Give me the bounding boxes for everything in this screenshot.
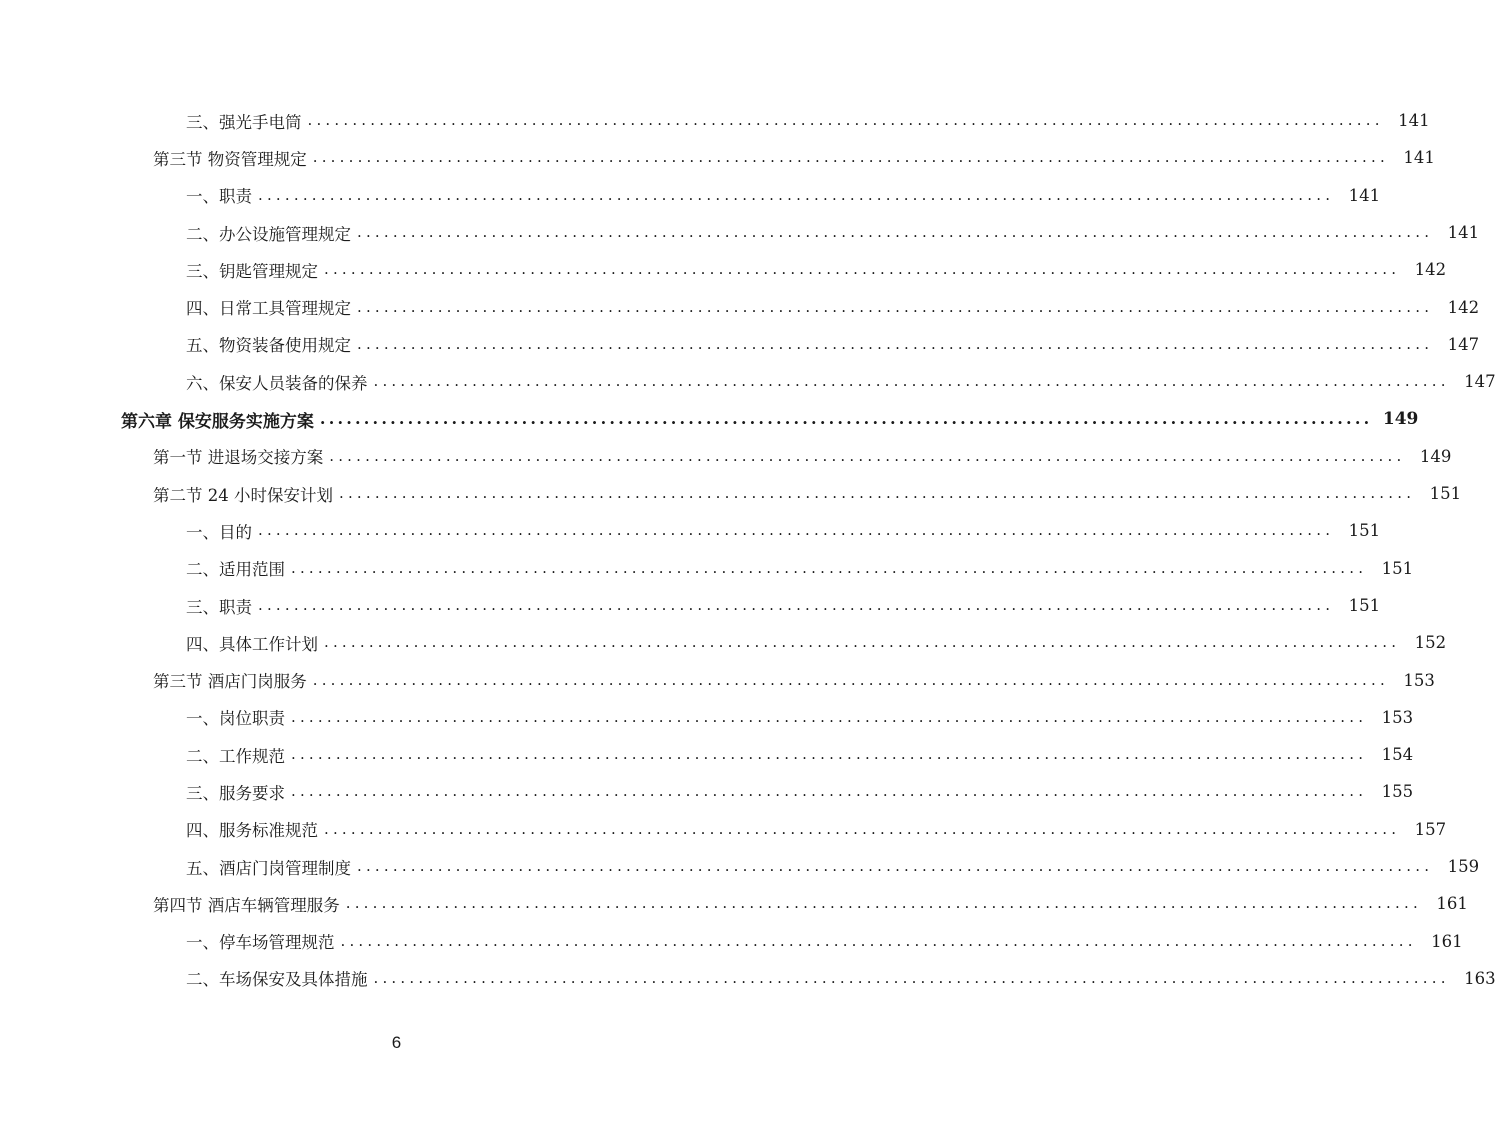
toc-entry-title: 四、服务标准规范 <box>186 821 318 841</box>
toc-entry-page: 159 <box>1447 857 1480 877</box>
toc-entry[interactable] <box>0 400 1419 437</box>
toc-entry-title: 一、职责 <box>186 187 252 207</box>
toc-entry-title: 五、物资装备使用规定 <box>186 336 351 356</box>
toc-dot-leader: ........................................................................................................................ <box>291 782 1368 801</box>
table-of-contents <box>0 102 1496 997</box>
toc-entry[interactable] <box>0 923 1463 960</box>
toc-entry-page: 141 <box>1403 148 1435 168</box>
toc-entry-page: 153 <box>1403 670 1435 690</box>
toc-dot-leader: ........................................................................................................................ <box>373 968 1450 987</box>
toc-entry[interactable] <box>0 438 1452 475</box>
toc-entry-title: 二、适用范围 <box>186 560 285 580</box>
toc-dot-leader: ........................................................................................................................ <box>258 185 1335 204</box>
toc-dot-leader: ........................................................................................................................ <box>291 745 1368 764</box>
toc-entry-page: 151 <box>1348 596 1381 615</box>
toc-entry-title: 一、停车场管理规范 <box>186 933 335 953</box>
toc-entry[interactable] <box>0 960 1496 997</box>
toc-entry-page: 163 <box>1464 968 1496 988</box>
toc-entry[interactable] <box>0 251 1447 288</box>
toc-entry-page: 157 <box>1414 819 1447 839</box>
toc-entry-title: 二、工作规范 <box>186 746 285 766</box>
toc-entry-title: 一、目的 <box>186 522 252 542</box>
toc-entry-page: 147 <box>1447 334 1480 354</box>
toc-entry-page: 151 <box>1381 558 1414 578</box>
toc-dot-leader: ........................................................................................................................ <box>329 446 1406 465</box>
toc-dot-leader: ........................................................................................................................ <box>357 857 1434 876</box>
toc-entry-page: 142 <box>1447 297 1480 317</box>
toc-dot-leader: ........................................................................................................................ <box>340 931 1417 950</box>
toc-entry-page: 152 <box>1414 633 1447 653</box>
toc-entry-title: 三、钥匙管理规定 <box>186 261 318 281</box>
toc-dot-leader: ........................................................................................................................ <box>357 297 1434 316</box>
toc-entry-title: 三、强光手电筒 <box>186 112 302 132</box>
toc-entry[interactable] <box>0 177 1381 214</box>
toc-entry-title: 四、具体工作计划 <box>186 634 318 654</box>
toc-entry-title: 第二节 24 小时保安计划 <box>153 485 333 505</box>
toc-entry[interactable] <box>0 102 1430 139</box>
toc-dot-leader: ........................................................................................................................ <box>324 260 1401 279</box>
toc-entry-title: 第四节 酒店车辆管理服务 <box>153 895 340 915</box>
toc-dot-leader: ........................................................................................................................ <box>258 596 1335 614</box>
toc-entry[interactable] <box>0 811 1447 848</box>
toc-dot-leader: ........................................................................................................................ <box>291 558 1368 577</box>
toc-entry-title: 三、服务要求 <box>186 783 285 803</box>
toc-entry[interactable] <box>0 475 1462 512</box>
toc-entry-title: 四、日常工具管理规定 <box>186 299 351 319</box>
toc-entry-page: 149 <box>1382 409 1419 430</box>
toc-entry[interactable] <box>0 773 1414 810</box>
page-number: 6 <box>391 1033 402 1052</box>
toc-dot-leader: ........................................................................................................................ <box>373 372 1450 391</box>
toc-dot-leader: ........................................................................................................................ <box>324 819 1401 838</box>
toc-entry-page: 151 <box>1429 484 1462 504</box>
toc-entry-page: 141 <box>1447 223 1480 243</box>
toc-entry-page: 149 <box>1419 446 1452 466</box>
toc-entry-title: 一、岗位职责 <box>186 709 285 729</box>
toc-entry-title: 五、酒店门岗管理制度 <box>186 858 351 878</box>
toc-entry-page: 154 <box>1381 745 1414 765</box>
toc-entry[interactable] <box>0 139 1435 176</box>
toc-entry[interactable] <box>0 699 1414 736</box>
toc-entry-page: 151 <box>1348 521 1381 541</box>
toc-entry-page: 155 <box>1381 782 1414 802</box>
toc-entry[interactable] <box>0 326 1480 363</box>
toc-dot-leader: ........................................................................................................................ <box>357 334 1434 353</box>
toc-dot-leader: ........................................................................................................................ <box>324 633 1401 652</box>
toc-entry[interactable] <box>0 587 1381 624</box>
toc-dot-leader: ........................................................................................................................ <box>291 707 1368 726</box>
toc-entry[interactable] <box>0 848 1480 885</box>
toc-entry-title: 二、办公设施管理规定 <box>186 224 351 244</box>
toc-entry-page: 141 <box>1348 185 1381 205</box>
toc-dot-leader: ........................................................................................................................ <box>312 670 1389 689</box>
toc-entry[interactable] <box>0 624 1447 661</box>
toc-entry-title: 第三节 物资管理规定 <box>153 149 307 169</box>
toc-entry[interactable] <box>0 512 1381 549</box>
toc-dot-leader: ........................................................................................................................ <box>345 894 1422 913</box>
toc-dot-leader: ........................................................................................................................ <box>319 409 1373 429</box>
toc-entry[interactable] <box>0 661 1435 698</box>
toc-dot-leader: ........................................................................................................................ <box>307 111 1384 130</box>
toc-entry[interactable] <box>0 288 1480 325</box>
toc-entry[interactable] <box>0 885 1468 922</box>
toc-dot-leader: ........................................................................................................................ <box>357 223 1434 242</box>
toc-entry-page: 161 <box>1431 931 1463 951</box>
toc-entry-page: 161 <box>1436 894 1468 914</box>
toc-entry-title: 二、车场保安及具体措施 <box>186 970 368 990</box>
toc-entry-title: 第三节 酒店门岗服务 <box>153 672 307 692</box>
toc-entry-page: 153 <box>1381 707 1414 727</box>
toc-entry[interactable] <box>0 363 1496 400</box>
toc-entry-title: 第一节 进退场交接方案 <box>153 448 324 468</box>
toc-entry-title: 六、保安人员装备的保养 <box>186 373 368 393</box>
toc-entry-page: 141 <box>1398 111 1430 131</box>
toc-entry-title: 三、职责 <box>186 597 252 617</box>
toc-entry[interactable] <box>0 736 1414 773</box>
toc-entry-page: 147 <box>1464 372 1496 392</box>
toc-entry[interactable] <box>0 214 1480 251</box>
toc-dot-leader: ........................................................................................................................ <box>312 148 1389 167</box>
toc-entry-title: 第六章 保安服务实施方案 <box>121 411 314 432</box>
toc-entry[interactable] <box>0 550 1414 587</box>
toc-dot-leader: ........................................................................................................................ <box>339 484 1416 503</box>
toc-entry-page: 142 <box>1414 260 1447 280</box>
toc-dot-leader: ........................................................................................................................ <box>258 521 1335 540</box>
